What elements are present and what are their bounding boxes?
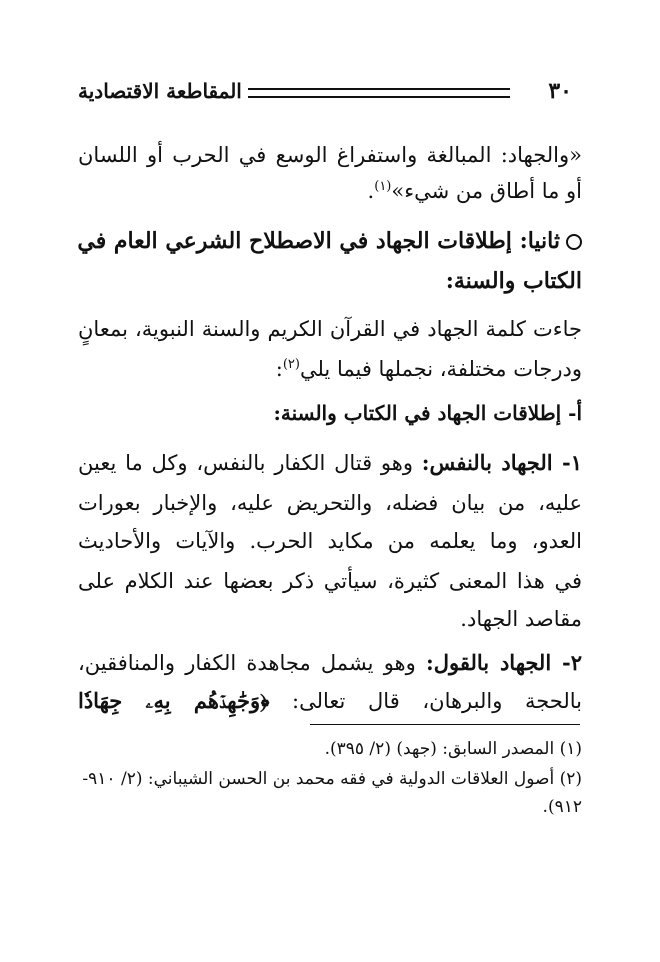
- page-number: ٣٠: [548, 78, 572, 104]
- item2-label: ٢- الجهاد بالقول:: [425, 650, 582, 675]
- item1-line-1: [78, 448, 582, 478]
- footnote-1: (١) المصدر السابق: (جهد) (٢/ ٣٩٥).: [324, 739, 582, 759]
- item1-line-2: عليه، من بيان فضله، والتحريض عليه، والإخبار بعورات: [78, 491, 582, 515]
- header-title: المقاطعة الاقتصادية: [78, 79, 242, 103]
- quote-text: أو ما أطاق من شيء»: [391, 179, 582, 203]
- item1-line-4: في هذا المعنى كثيرة، سيأتي ذكر بعضها عند الكلام على: [78, 569, 582, 593]
- footnote-ref-1: (١): [374, 179, 392, 194]
- item1-line-5: مقاصد الجهاد.: [460, 607, 582, 631]
- quote-line-2: [78, 176, 582, 206]
- item1-label: ١- الجهاد بالنفس:: [421, 450, 582, 475]
- item2-line1-text: وهو يشمل مجاهدة الكفار والمنافقين،: [78, 651, 416, 675]
- item1-line-3: العدو، وما يعلمه من مكايد الحرب. والآيات والأحاديث: [78, 529, 582, 553]
- circle-bullet-icon: [566, 234, 582, 250]
- footnote-2-line-1: (٢) أصول العلاقات الدولية في فقه محمد بن الحسن الشيباني: (٢/ ٩١٠-: [82, 769, 582, 789]
- footnote-ref-2: (٢): [282, 357, 300, 372]
- section-heading-line-2: الكتاب والسنة:: [445, 268, 582, 294]
- footnote-separator: [310, 724, 580, 725]
- section-heading-line-1: [78, 226, 582, 256]
- sub-heading: أ- إطلاقات الجهاد في الكتاب والسنة:: [273, 401, 582, 425]
- item2-line2-text: بالحجة والبرهان، قال تعالى:: [292, 689, 582, 713]
- item1-line1-text: وهو قتال الكفار بالنفس، وكل ما يعين: [78, 451, 413, 475]
- para1-line-1: جاءت كلمة الجهاد في القرآن الكريم والسنة النبوية، بمعانٍ: [78, 317, 582, 341]
- footnote-2-line-2: ٩١٢).: [542, 797, 582, 817]
- quote-line-1: «والجهاد: المبالغة واستفراغ الوسع في الحرب أو اللسان: [78, 143, 582, 167]
- para1-text: ودرجات مختلفة، نجملها فيما يلي: [299, 357, 582, 381]
- para1-end: :: [275, 357, 283, 381]
- para1-line-2: [78, 354, 582, 384]
- header-rule: [248, 88, 510, 98]
- quote-end: .: [367, 179, 375, 203]
- running-header: [78, 78, 572, 112]
- quran-verse: ﴿وَجَٰهِدۡهُم بِهِۦ جِهَادٗا: [78, 688, 270, 713]
- item2-line-2: [78, 686, 582, 716]
- section-heading-text: ثانيا: إطلاقات الجهاد في الاصطلاح الشرعي العام في: [77, 228, 560, 254]
- item2-line-1: [78, 648, 582, 678]
